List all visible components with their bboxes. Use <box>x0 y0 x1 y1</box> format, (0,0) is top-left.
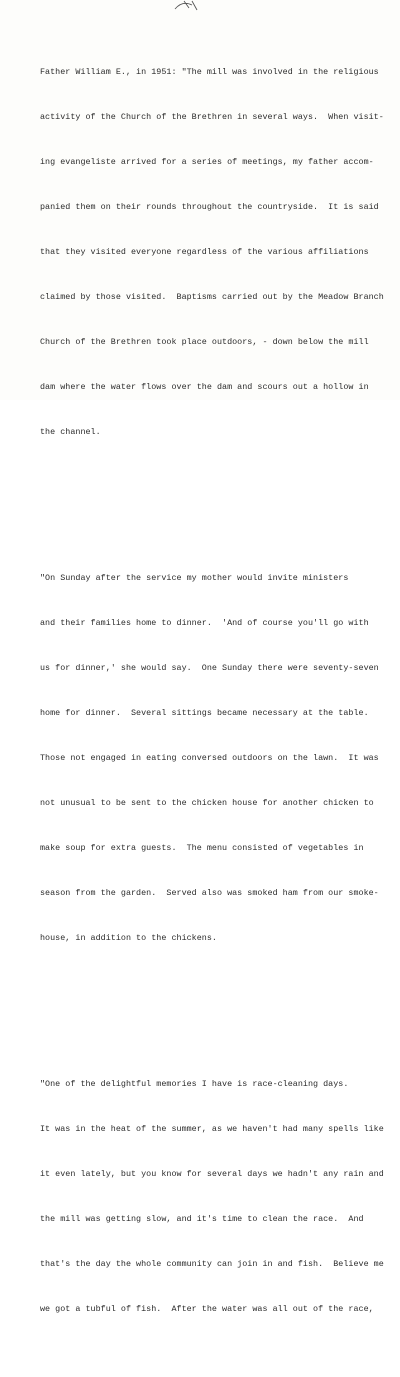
text-line: that they visited everyone regardless of the various affiliations <box>40 247 369 257</box>
document-body <box>40 0 396 1377</box>
text-line: not unusual to be sent to the chicken house for another chicken to <box>40 798 374 808</box>
text-line: home for dinner. Several sittings became necessary at the table. <box>40 708 369 718</box>
text-line: "One of the delightful memories I have is race-cleaning days. <box>40 1079 349 1089</box>
text-line: ing evangeliste arrived for a series of meetings, my father accom- <box>40 157 374 167</box>
text-line: Those not engaged in eating conversed outdoors on the lawn. It was <box>40 753 379 763</box>
text-line: season from the garden. Served also was smoked ham from our smoke- <box>40 888 379 898</box>
paragraph-2 <box>40 541 396 976</box>
text-line: that's the day the whole community can join in and fish. Believe me <box>40 1259 384 1269</box>
paragraph-3 <box>40 1047 396 1347</box>
text-line: It was in the heat of the summer, as we haven't had many spells like <box>40 1124 384 1134</box>
text-line: and their families home to dinner. 'And of course you'll go with <box>40 618 369 628</box>
text-line: us for dinner,' she would say. One Sunday there were seventy-seven <box>40 663 379 673</box>
text-line: house, in addition to the chickens. <box>40 933 217 943</box>
text-line: Father William E., in 1951: "The mill was involved in the religious <box>40 67 379 77</box>
text-line: make soup for extra guests. The menu consisted of vegetables in <box>40 843 364 853</box>
text-line: "On Sunday after the service my mother would invite ministers <box>40 573 349 583</box>
text-line: Church of the Brethren took place outdoors, - down below the mill <box>40 337 369 347</box>
text-line: it even lately, but you know for several days we hadn't any rain and <box>40 1169 384 1179</box>
paragraph-1 <box>40 35 396 470</box>
text-line: we got a tubful of fish. After the water was all out of the race, <box>40 1304 374 1314</box>
text-line: the mill was getting slow, and it's time to clean the race. And <box>40 1214 364 1224</box>
text-line: panied them on their rounds throughout the countryside. It is said <box>40 202 379 212</box>
text-line: the channel. <box>40 427 101 437</box>
text-line: dam where the water flows over the dam and scours out a hollow in <box>40 382 369 392</box>
text-line: activity of the Church of the Brethren in several ways. When visit- <box>40 112 384 122</box>
text-line: claimed by those visited. Baptisms carried out by the Meadow Branch <box>40 292 384 302</box>
